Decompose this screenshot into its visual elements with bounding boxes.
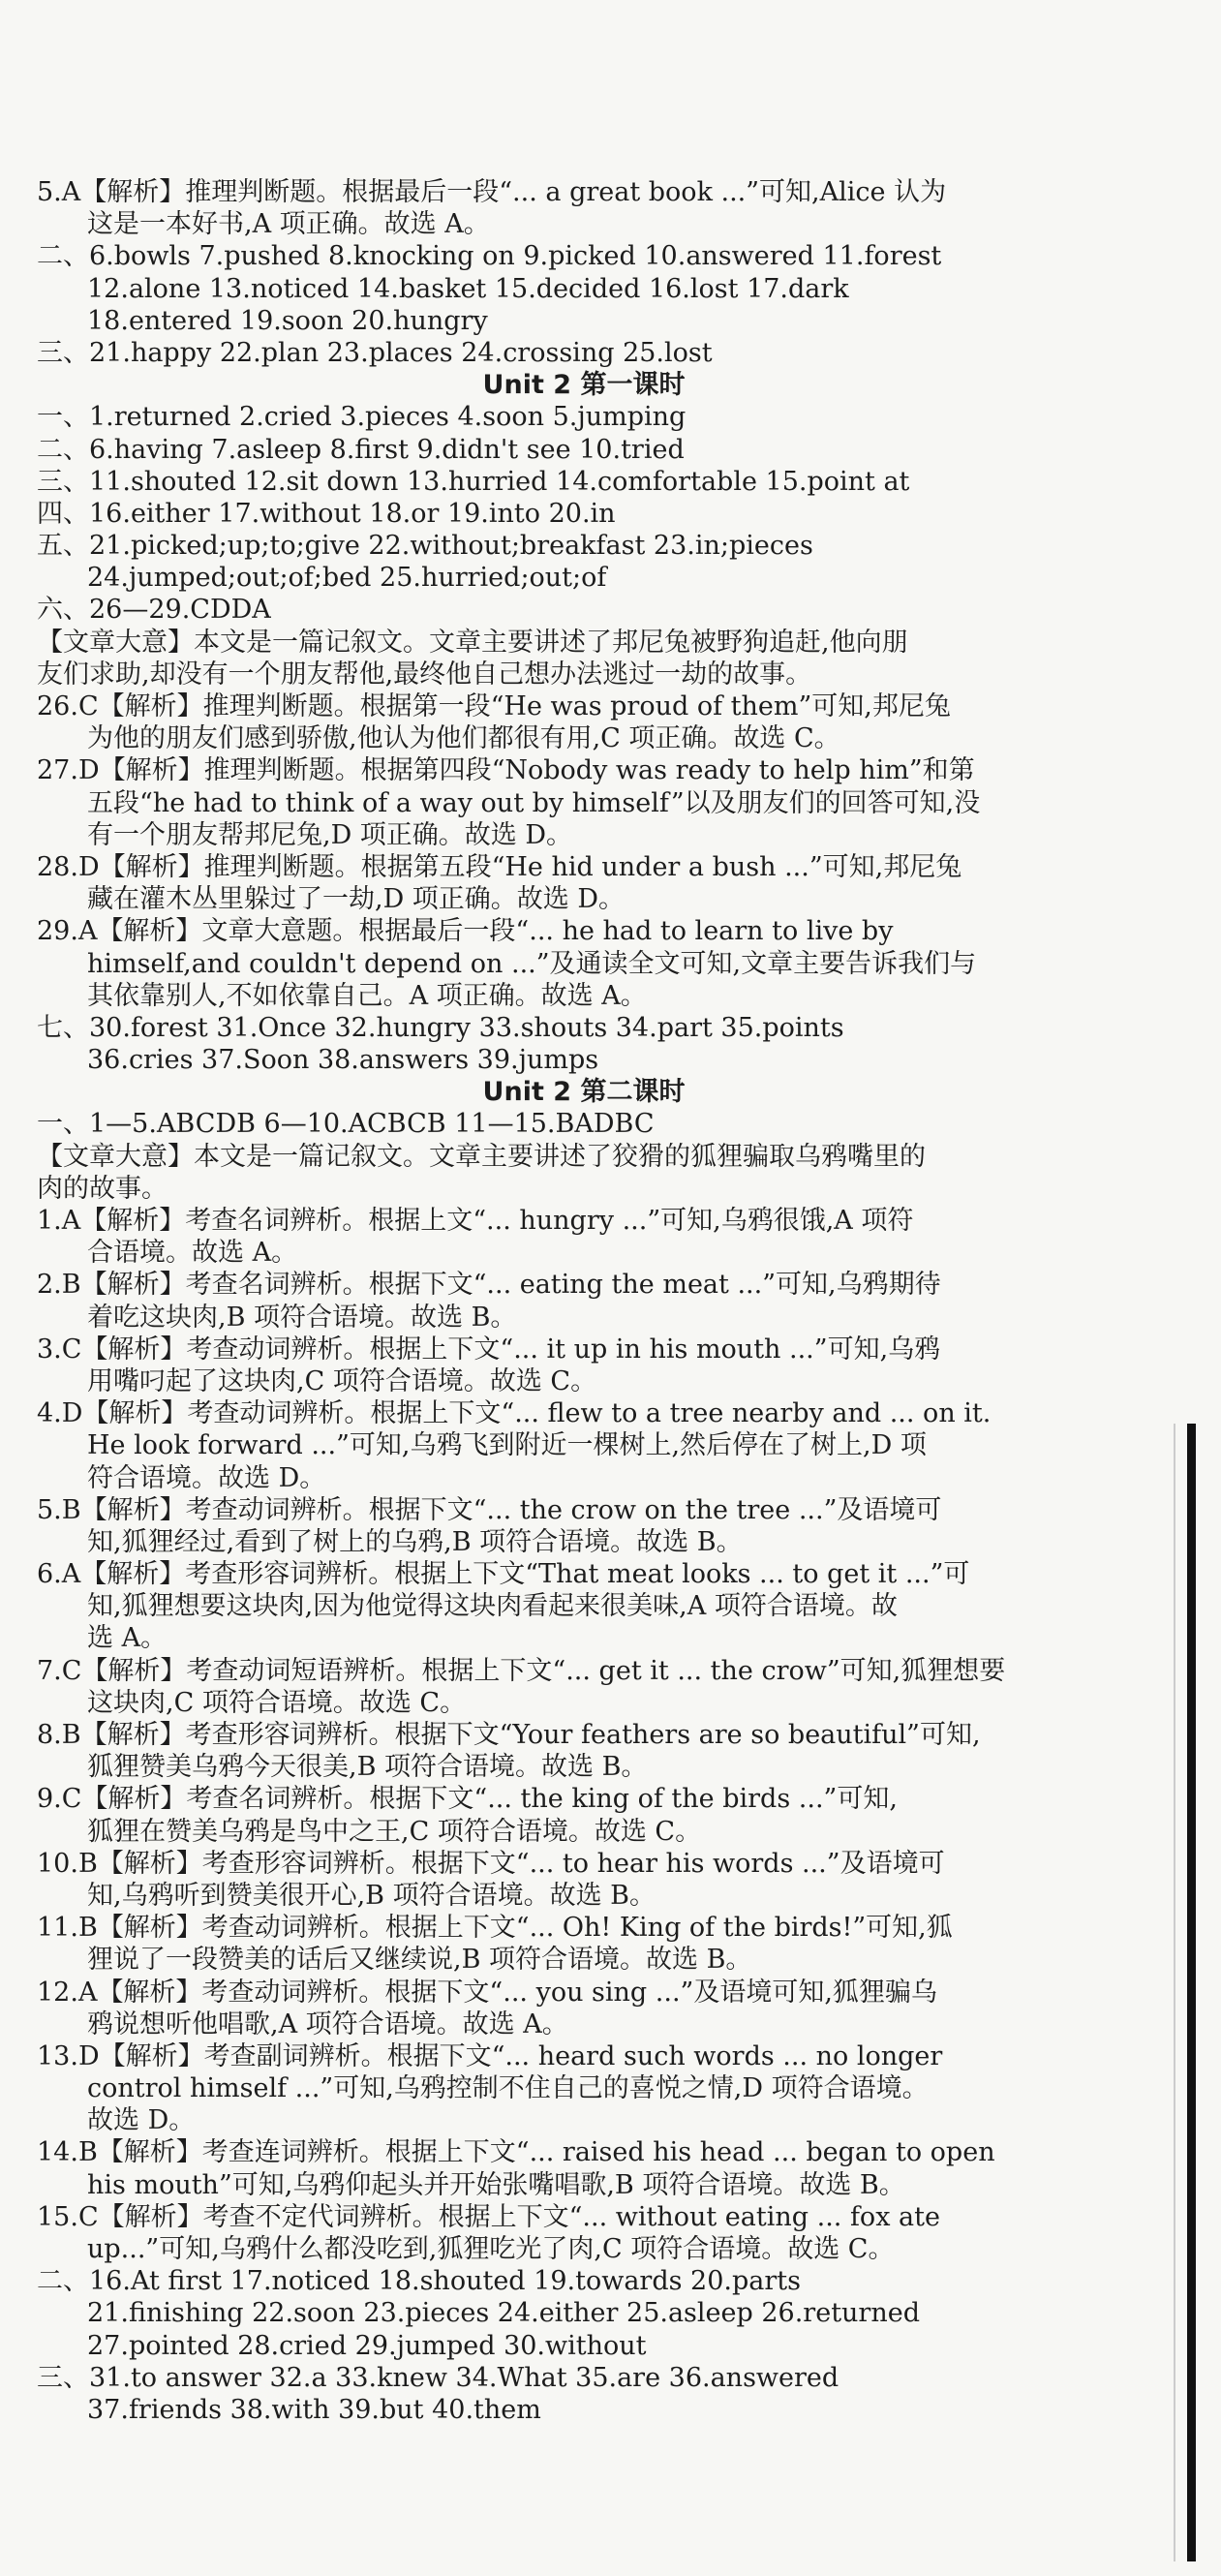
- text-line: 7.C【解析】考查动词短语辨析。根据上下文“... get it ... the crow”可知,狐狸想要: [37, 1655, 1006, 1686]
- text-line: 2.B【解析】考查名词辨析。根据下文“... eating the meat ...”可知,乌鸦期待: [37, 1270, 941, 1301]
- text-line: 13.D【解析】考查副词辨析。根据下文“... heard such words ... no longer: [37, 2040, 943, 2071]
- text-line: 合语境。故选 A。: [87, 1238, 298, 1269]
- text-line: 藏在灌木丛里躲过了一劫,D 项正确。故选 D。: [87, 884, 626, 915]
- text-line: 有一个朋友帮邦尼兔,D 项正确。故选 D。: [87, 819, 573, 850]
- text-line: 11.B【解析】考查动词辨析。根据上下文“... Oh! King of the birds!”可知,狐: [37, 1913, 953, 1944]
- text-line: himself,and couldn't depend on ...”及通读全文可知,文章主要告诉我们与: [87, 948, 977, 979]
- text-line: 4.D【解析】考查动词辨析。根据上下文“... flew to a tree nearby and ... on it.: [37, 1398, 992, 1429]
- text-line: 二、6.having 7.asleep 8.first 9.didn't see 10.tried: [37, 434, 685, 465]
- answer-text-block: [37, 176, 1131, 2426]
- text-line: 8.B【解析】考查形容词辨析。根据下文“Your feathers are so beautiful”可知,: [37, 1720, 981, 1750]
- text-line: 3.C【解析】考查动词辨析。根据上下文“... it up in his mouth ...”可知,乌鸦: [37, 1334, 941, 1365]
- text-line: 21.finishing 22.soon 23.pieces 24.either 25.asleep 26.returned: [87, 2298, 920, 2329]
- text-line: control himself ...”可知,乌鸦控制不住自己的喜悦之情,D 项符合语境。: [87, 2073, 929, 2104]
- text-line: 友们求助,却没有一个朋友帮他,最终他自己想办法逃过一劫的故事。: [37, 659, 812, 690]
- text-line: 五、21.picked;up;to;give 22.without;breakfast 23.in;pieces: [37, 531, 813, 562]
- text-line: 知,狐狸经过,看到了树上的乌鸦,B 项符合语境。故选 B。: [87, 1526, 743, 1557]
- text-line: 18.entered 19.soon 20.hungry: [87, 305, 488, 336]
- text-line: 知,狐狸想要这块肉,因为他觉得这块肉看起来很美味,A 项符合语境。故: [87, 1591, 898, 1622]
- text-line: 二、6.bowls 7.pushed 8.knocking on 9.picked 10.answered 11.forest: [37, 241, 942, 272]
- text-line: 四、16.either 17.without 18.or 19.into 20.in: [37, 498, 616, 529]
- text-line: 狸说了一段赞美的话后又继续说,B 项符合语境。故选 B。: [87, 1945, 752, 1976]
- text-line: 14.B【解析】考查连词辨析。根据上下文“... raised his head ... began to open: [37, 2137, 995, 2168]
- text-line: 鸦说想听他唱歌,A 项符合语境。故选 A。: [87, 2009, 568, 2039]
- text-line: 六、26—29.CDDA: [37, 595, 271, 626]
- text-line: 5.B【解析】考查动词辨析。根据下文“... the crow on the tree ...”及语境可: [37, 1494, 942, 1525]
- text-line: 肉的故事。: [37, 1173, 168, 1204]
- text-line: 26.C【解析】推理判断题。根据第一段“He was proud of them”可知,邦尼兔: [37, 691, 951, 721]
- text-line: his mouth”可知,乌鸦仰起头并开始张嘴唱歌,B 项符合语境。故选 B。: [87, 2169, 905, 2200]
- text-line: 知,乌鸦听到赞美很开心,B 项符合语境。故选 B。: [87, 1880, 656, 1911]
- text-line: 12.A【解析】考查动词辨析。根据下文“... you sing ...”及语境可知,狐狸骗乌: [37, 1977, 937, 2008]
- text-line: 24.jumped;out;of;bed 25.hurried;out;of: [87, 563, 607, 594]
- text-line: up...”可知,乌鸦什么都没吃到,狐狸吃光了肉,C 项符合语境。故选 C。: [87, 2234, 895, 2264]
- text-line: 三、21.happy 22.plan 23.places 24.crossing 25.lost: [37, 337, 713, 368]
- text-line: 其依靠别人,不如依靠自己。A 项正确。故选 A。: [87, 980, 647, 1011]
- section-heading: Unit 2 第二课时: [482, 1077, 686, 1108]
- text-line: 27.D【解析】推理判断题。根据第四段“Nobody was ready to help him”和第: [37, 755, 975, 786]
- text-line: 狐狸在赞美乌鸦是鸟中之王,C 项符合语境。故选 C。: [87, 1816, 702, 1847]
- binding-edge-line: [1174, 1424, 1175, 2561]
- text-line: 【文章大意】本文是一篇记叙文。文章主要讲述了狡猾的狐狸骗取乌鸦嘴里的: [37, 1141, 926, 1172]
- text-line: 5.A【解析】推理判断题。根据最后一段“... a great book ...”可知,Alice 认为: [37, 177, 947, 207]
- text-line: 9.C【解析】考查名词辨析。根据下文“... the king of the birds ...”可知,: [37, 1784, 898, 1815]
- text-line: He look forward ...”可知,乌鸦飞到附近一棵树上,然后停在了树上,D 项: [87, 1430, 927, 1461]
- text-line: 符合语境。故选 D。: [87, 1462, 326, 1493]
- text-line: 七、30.forest 31.Once 32.hungry 33.shouts 34.part 35.points: [37, 1012, 844, 1043]
- text-line: 五段“he had to think of a way out by himself”以及朋友们的回答可知,没: [87, 787, 981, 818]
- text-line: 一、1—5.ABCDB 6—10.ACBCB 11—15.BADBC: [37, 1109, 655, 1140]
- text-line: 28.D【解析】推理判断题。根据第五段“He hid under a bush ...”可知,邦尼兔: [37, 851, 962, 882]
- text-line: 三、11.shouted 12.sit down 13.hurried 14.comfortable 15.point at: [37, 466, 910, 497]
- text-line: 12.alone 13.noticed 14.basket 15.decided 16.lost 17.dark: [87, 273, 849, 304]
- text-line: 用嘴叼起了这块肉,C 项符合语境。故选 C。: [87, 1365, 597, 1396]
- text-line: 三、31.to answer 32.a 33.knew 34.What 35.are 36.answered: [37, 2362, 839, 2393]
- text-line: 着吃这块肉,B 项符合语境。故选 B。: [87, 1302, 517, 1333]
- text-line: 这是一本好书,A 项正确。故选 A。: [87, 209, 490, 240]
- text-line: 狐狸赞美乌鸦今天很美,B 项符合语境。故选 B。: [87, 1752, 648, 1783]
- text-line: 选 A。: [87, 1623, 168, 1654]
- text-line: 为他的朋友们感到骄傲,他认为他们都很有用,C 项正确。故选 C。: [87, 723, 840, 754]
- text-line: 二、16.At first 17.noticed 18.shouted 19.towards 20.parts: [37, 2266, 801, 2297]
- text-line: 1.A【解析】考查名词辨析。根据上文“... hungry ...”可知,乌鸦很饿,A 项符: [37, 1206, 914, 1236]
- text-line: 6.A【解析】考查形容词辨析。根据上下文“That meat looks ... to get it ...”可: [37, 1559, 970, 1590]
- text-line: 36.cries 37.Soon 38.answers 39.jumps: [87, 1045, 599, 1076]
- text-line: 15.C【解析】考查不定代词辨析。根据上下文“... without eating ... fox ate: [37, 2201, 940, 2232]
- text-line: 这块肉,C 项符合语境。故选 C。: [87, 1687, 467, 1718]
- text-line: 10.B【解析】考查形容词辨析。根据下文“... to hear his words ...”及语境可: [37, 1848, 945, 1879]
- binding-edge-bar: [1187, 1424, 1196, 2561]
- text-line: 故选 D。: [87, 2105, 196, 2136]
- section-heading: Unit 2 第一课时: [482, 370, 686, 401]
- text-line: 27.pointed 28.cried 29.jumped 30.without: [87, 2330, 647, 2361]
- text-line: 一、1.returned 2.cried 3.pieces 4.soon 5.jumping: [37, 402, 687, 433]
- text-line: 29.A【解析】文章大意题。根据最后一段“... he had to learn to live by: [37, 916, 894, 947]
- text-line: 【文章大意】本文是一篇记叙文。文章主要讲述了邦尼兔被野狗追赶,他向朋: [37, 627, 908, 658]
- text-line: 37.friends 38.with 39.but 40.them: [87, 2394, 541, 2425]
